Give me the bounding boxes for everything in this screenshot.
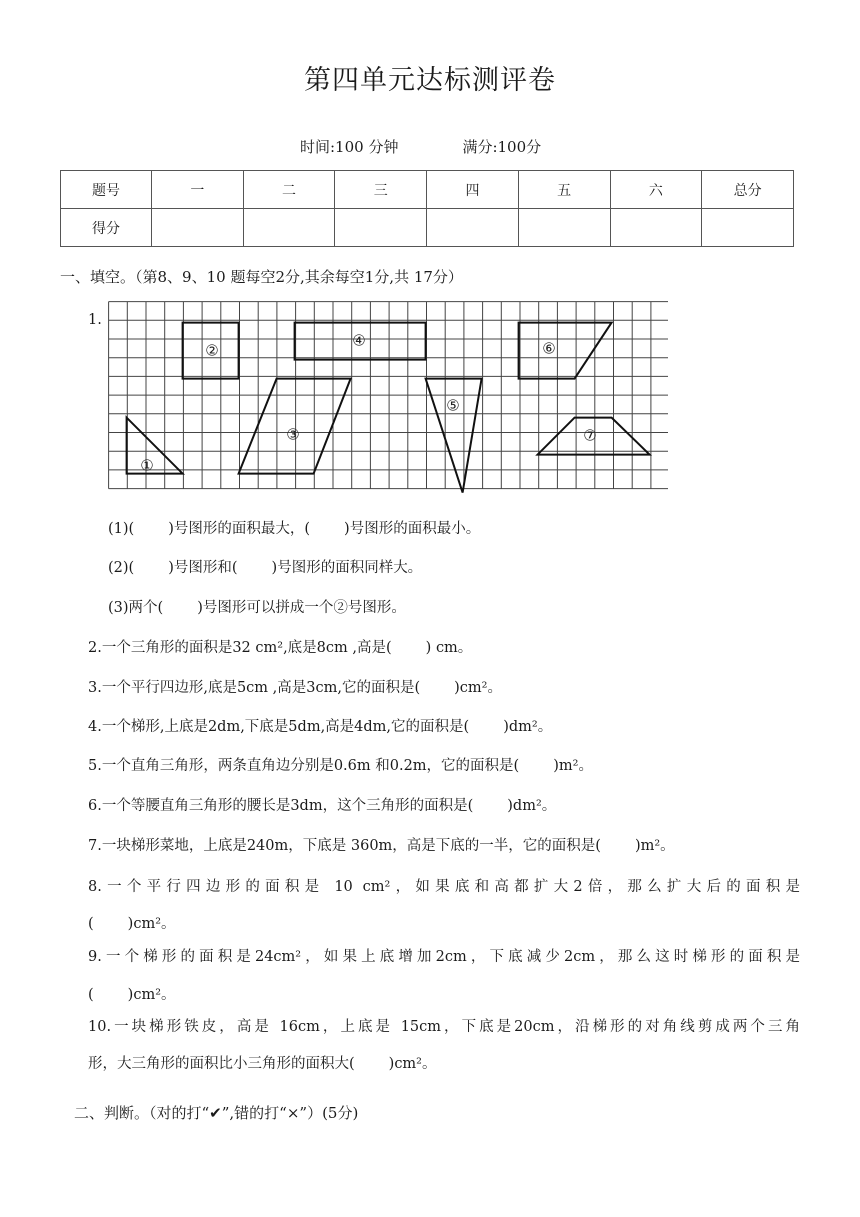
- q1-3-part-a: (3)两个(: [108, 600, 164, 616]
- q5-text-a: 5.一个直角三角形，两条直角边分别是0.6m 和0.2m，它的面积是(: [88, 758, 520, 774]
- q7-text-a: 7.一块梯形菜地，上底是240m，下底是 360m，高是下底的一半，它的面积是(: [88, 838, 601, 854]
- q3-text-a: 3.一个平行四边形,底是5cm ,高是3cm,它的面积是(: [88, 680, 421, 696]
- question-1-1: [108, 517, 480, 538]
- header-cell: 三: [335, 171, 427, 209]
- score-cell[interactable]: [243, 209, 335, 247]
- header-cell: 总分: [702, 171, 794, 209]
- question-5: [88, 754, 593, 775]
- header-cell: 四: [427, 171, 519, 209]
- q1-1-part-b: )号图形的面积最大，(: [168, 521, 311, 537]
- question-1-number: 1.: [88, 312, 102, 328]
- question-2: [88, 636, 472, 657]
- question-7: [88, 834, 675, 855]
- q1-2-part-c: )号图形的面积同样大。: [271, 560, 423, 576]
- exam-meta: [300, 136, 541, 157]
- header-cell: 题号: [61, 171, 152, 209]
- question-8-line-1: 8.一个平行四边形的面积是 10 cm²，如果底和高都扩大2倍，那么扩大后的面积是: [88, 879, 800, 895]
- shape-1-right-triangle: [127, 418, 183, 474]
- q4-text-b: )dm²。: [503, 719, 553, 735]
- q2-text-b: ) cm。: [425, 640, 473, 656]
- shape-label-7: ⑦: [583, 426, 597, 445]
- shape-label-1: ①: [140, 456, 154, 475]
- question-1-3: [108, 596, 406, 617]
- shape-label-5: ⑤: [446, 396, 460, 415]
- section-1-heading: 一、填空。（第8、9、10 题每空2分,其余每空1分,共 17分）: [60, 268, 463, 286]
- q2-text-a: 2.一个三角形的面积是32 cm²,底是8cm ,高是(: [88, 640, 392, 656]
- grid-figure: [108, 301, 668, 495]
- header-cell: 二: [243, 171, 335, 209]
- shape-6-trapezoid: [519, 323, 612, 379]
- full-score: 满分:100分: [462, 138, 542, 156]
- q8-text-a: (: [88, 916, 94, 932]
- score-cell[interactable]: [702, 209, 794, 247]
- q1-2-part-b: )号图形和(: [168, 560, 238, 576]
- q1-2-part-a: (2)(: [108, 560, 135, 576]
- q4-text-a: 4.一个梯形,上底是2dm,下底是5dm,高是4dm,它的面积是(: [88, 719, 470, 735]
- question-1-2: [108, 556, 422, 577]
- header-cell: 五: [518, 171, 610, 209]
- grid-lines: [109, 302, 668, 489]
- q10-text-b: )cm²。: [388, 1056, 437, 1072]
- q1-3-part-b: )号图形可以拼成一个②号图形。: [197, 600, 406, 616]
- question-10-line-1: 10.一块梯形铁皮，高是 16cm，上底是 15cm，下底是20cm，沿梯形的对角线剪成两个三角: [88, 1019, 800, 1035]
- score-cell[interactable]: [518, 209, 610, 247]
- question-4: [88, 715, 552, 736]
- question-8-line-2: [88, 912, 176, 933]
- question-6: [88, 794, 556, 815]
- q1-1-part-c: )号图形的面积最小。: [344, 521, 481, 537]
- shape-label-2: ②: [205, 341, 219, 360]
- question-10-line-2: [88, 1052, 437, 1073]
- score-table-score-row: [61, 209, 794, 247]
- question-3: [88, 676, 502, 697]
- q6-text-b: )dm²。: [507, 798, 557, 814]
- q1-1-part-a: (1)(: [108, 521, 135, 537]
- shape-label-3: ③: [286, 425, 300, 444]
- score-row-label: 得分: [61, 209, 152, 247]
- shape-label-6: ⑥: [542, 339, 556, 358]
- question-9-line-2: [88, 983, 176, 1004]
- q3-text-b: )cm²。: [454, 680, 502, 696]
- q8-text-b: )cm²。: [127, 916, 176, 932]
- q9-text-b: )cm²。: [127, 987, 176, 1003]
- score-cell[interactable]: [152, 209, 244, 247]
- question-9-line-1: 9.一个梯形的面积是24cm²，如果上底增加2cm，下底减少2cm，那么这时梯形的面积是: [88, 949, 800, 965]
- shape-label-4: ④: [352, 331, 366, 350]
- page-title: 第四单元达标测评卷: [304, 65, 556, 96]
- header-cell: 一: [152, 171, 244, 209]
- score-cell[interactable]: [335, 209, 427, 247]
- score-cell[interactable]: [610, 209, 702, 247]
- q10-text-a: 形，大三角形的面积比小三角形的面积大(: [88, 1056, 355, 1072]
- q5-text-b: )m²。: [553, 758, 593, 774]
- score-cell[interactable]: [427, 209, 519, 247]
- score-table-header-row: [61, 171, 794, 209]
- score-table: [60, 170, 794, 247]
- time-limit: 时间:100 分钟: [300, 138, 399, 156]
- section-2-heading: 二、判断。（对的打“✔”,错的打“×”）(5分): [74, 1104, 359, 1122]
- q6-text-a: 6.一个等腰直角三角形的腰长是3dm，这个三角形的面积是(: [88, 798, 474, 814]
- q7-text-b: )m²。: [634, 838, 675, 854]
- q9-text-a: (: [88, 987, 94, 1003]
- header-cell: 六: [610, 171, 702, 209]
